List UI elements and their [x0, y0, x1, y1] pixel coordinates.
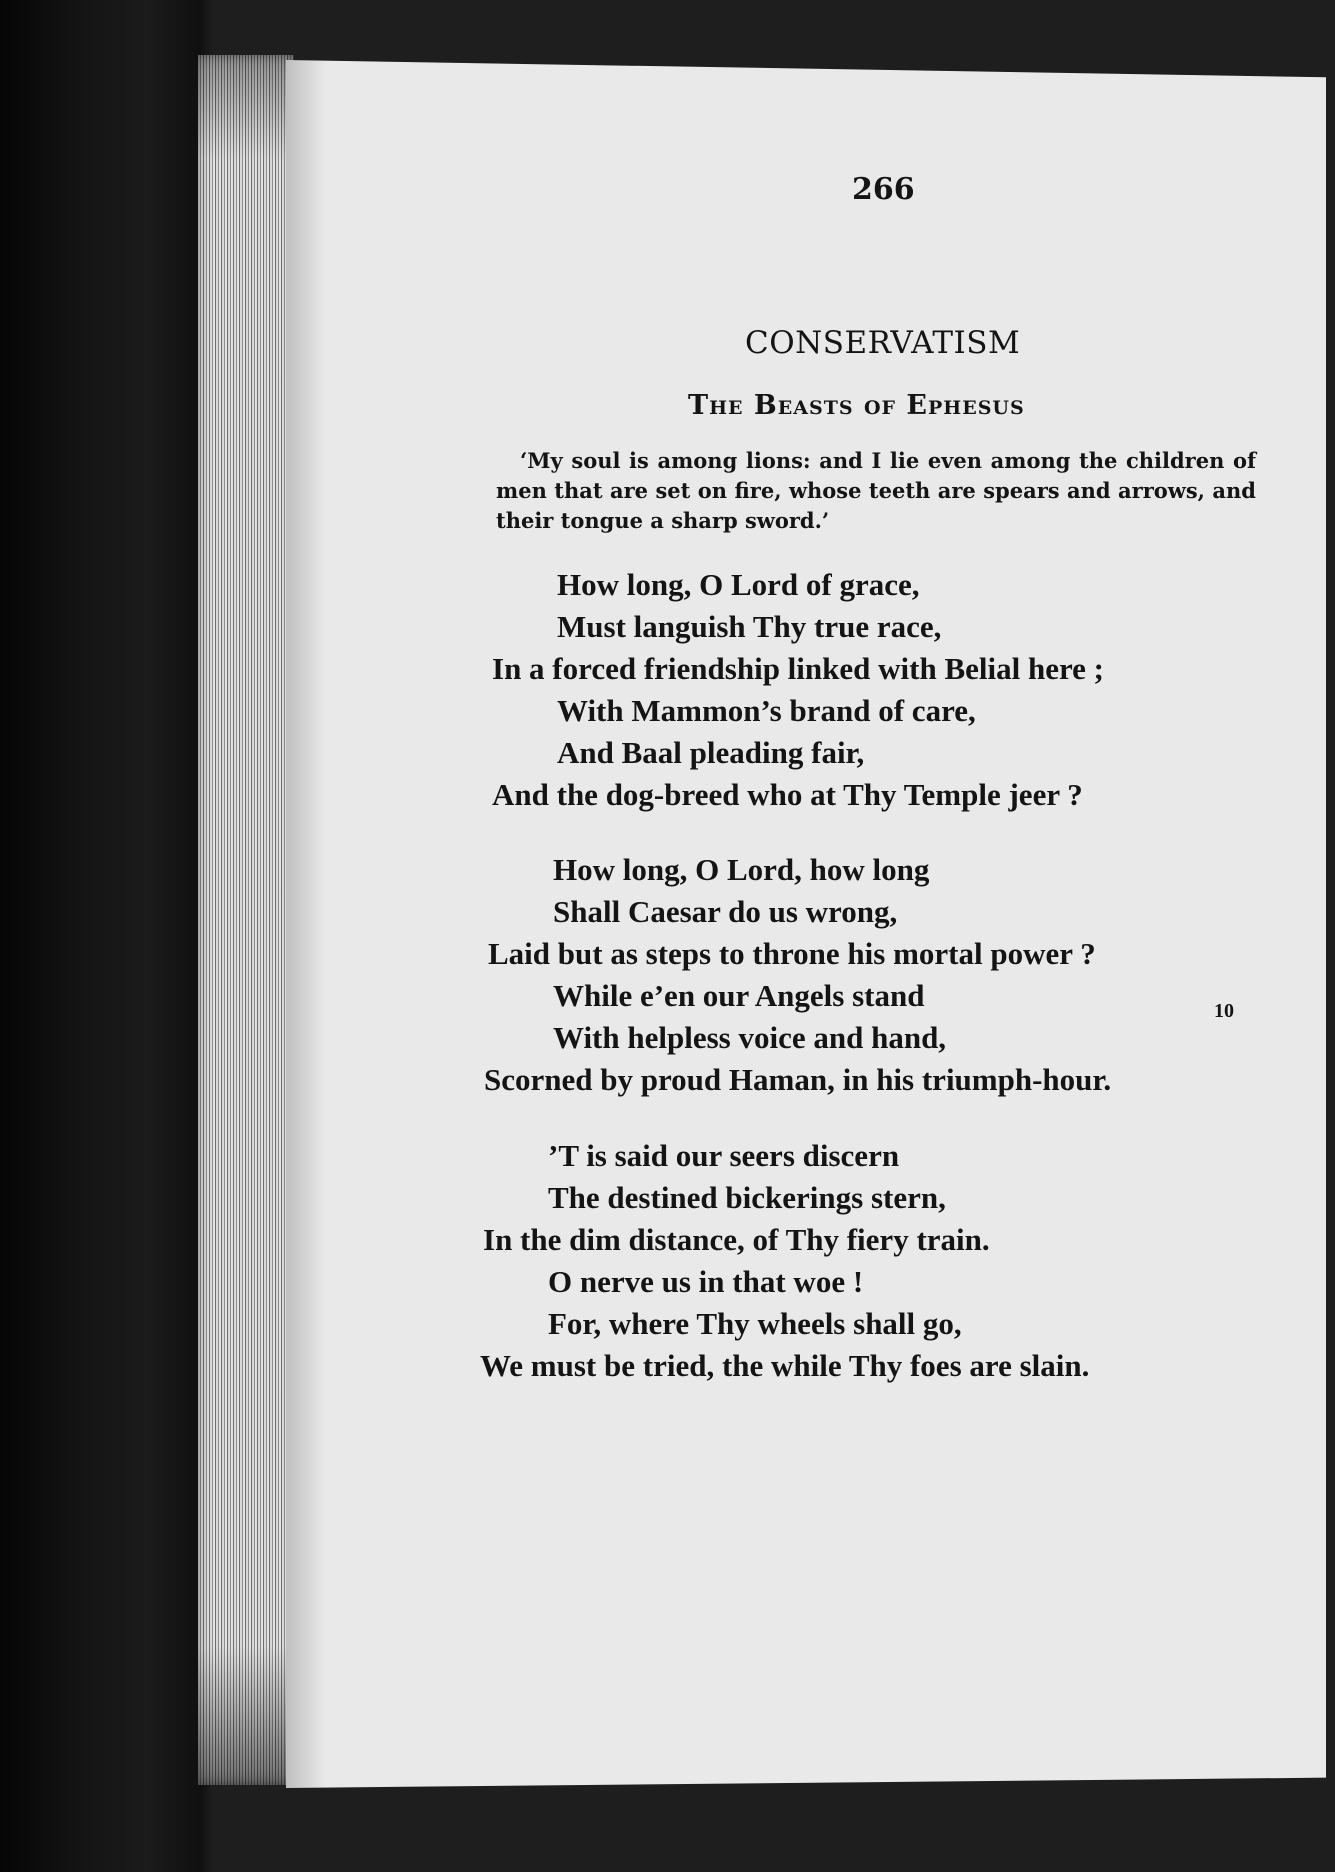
verse-line: While e’en our Angels stand — [553, 978, 925, 1013]
verse-line: Must languish Thy true race, — [557, 609, 942, 644]
verse-line: Scorned by proud Haman, in his triumph-hour. — [484, 1062, 1112, 1097]
verse-line: In the dim distance, of Thy fiery train. — [483, 1222, 990, 1257]
verse-line: The destined bickerings stern, — [548, 1180, 946, 1215]
gutter-shadow — [286, 60, 326, 1788]
verse-line: With Mammon’s brand of care, — [557, 693, 976, 728]
line-number-marker: 10 — [1214, 1000, 1234, 1022]
verse-line: For, where Thy wheels shall go, — [548, 1306, 962, 1341]
book-page-edges — [198, 55, 294, 1785]
page-number: 266 — [852, 172, 915, 207]
poem-section-title: CONSERVATISM — [745, 325, 1021, 361]
verse-line: O nerve us in that woe ! — [548, 1264, 864, 1299]
verse-line: How long, O Lord of grace, — [557, 567, 920, 602]
poem-title: The Beasts of Ephesus — [688, 390, 1025, 421]
verse-line: And the dog-breed who at Thy Temple jeer ? — [492, 777, 1083, 812]
verse-line: How long, O Lord, how long — [553, 852, 930, 887]
verse-line: We must be tried, the while Thy foes are slain. — [480, 1348, 1090, 1383]
epigraph: ‘My soul is among lions: and I lie even among the children of men that are set on fire, whose teeth are spears and arrows, and their tongue a sharp sword.’ — [496, 448, 1256, 533]
verse-line: And Baal pleading fair, — [557, 735, 865, 770]
verse-line: In a forced friendship linked with Belial here ; — [492, 651, 1105, 686]
verse-line: Laid but as steps to throne his mortal power ? — [488, 936, 1096, 971]
verse-line: Shall Caesar do us wrong, — [553, 894, 898, 929]
verse-line: With helpless voice and hand, — [553, 1020, 947, 1055]
verse-line: ’T is said our seers discern — [548, 1138, 900, 1173]
